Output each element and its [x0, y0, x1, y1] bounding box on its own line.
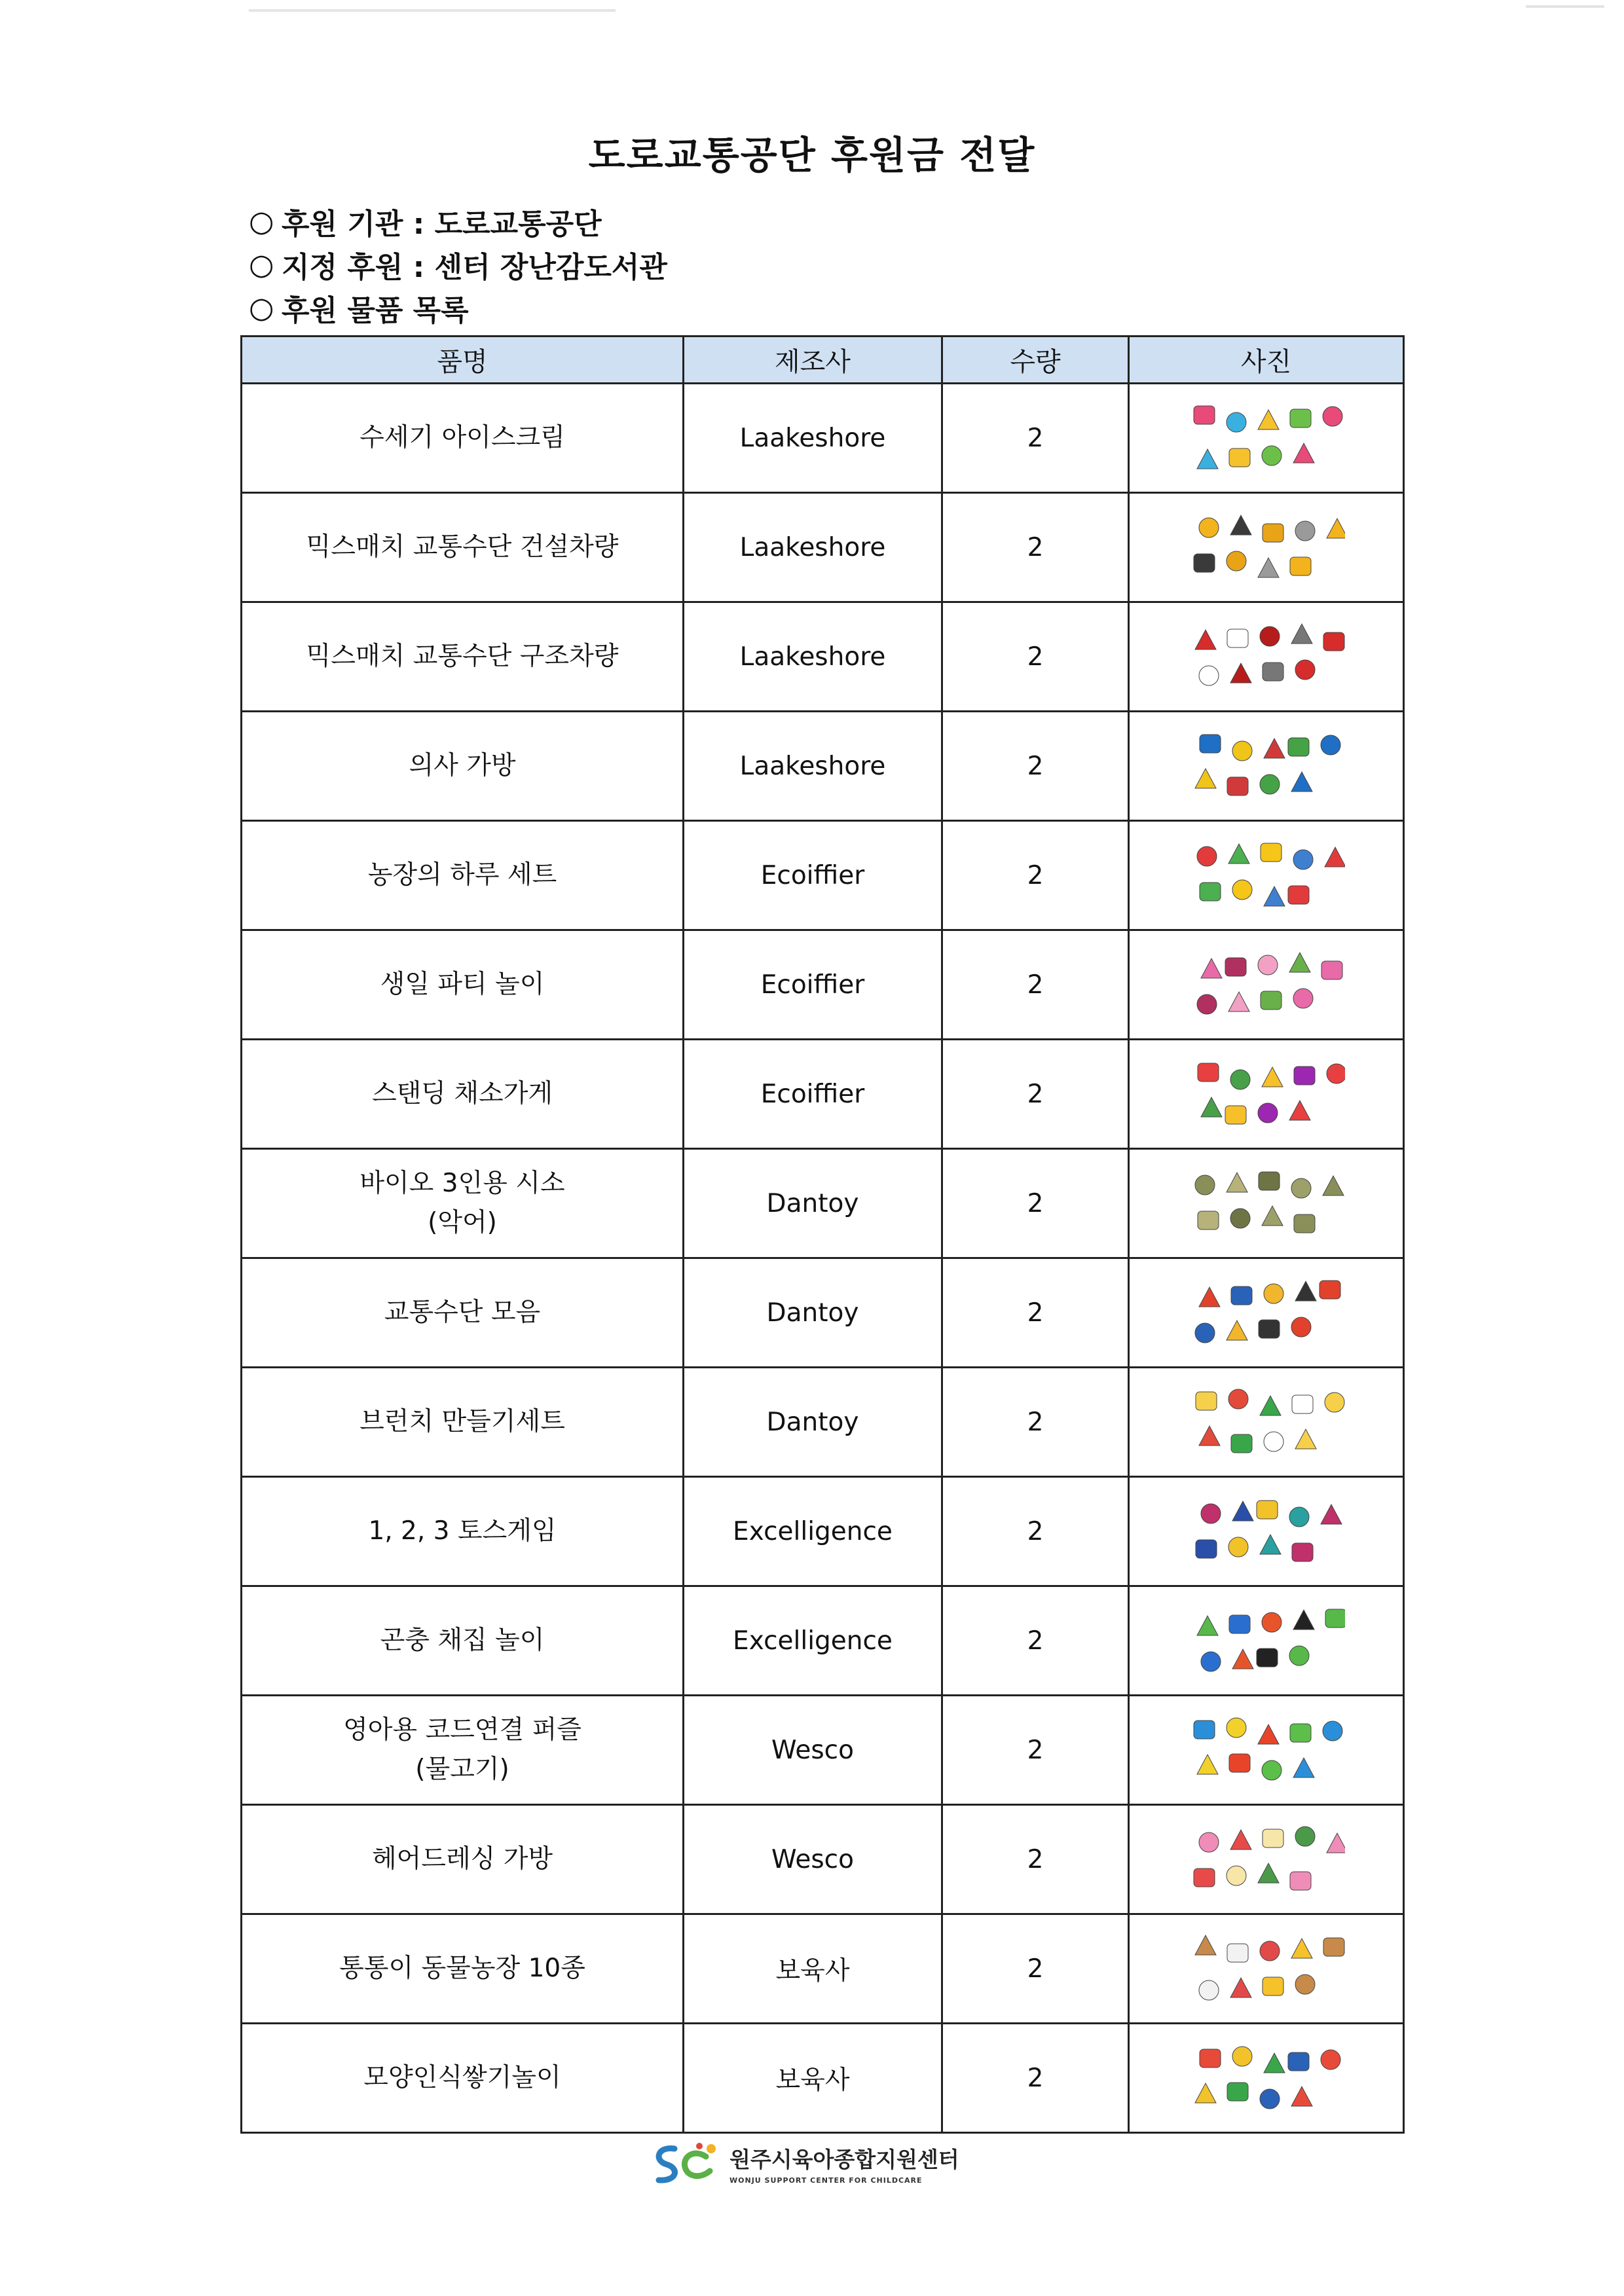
scan-edge-mark	[1526, 5, 1604, 8]
photo-cell	[1129, 821, 1404, 930]
manufacturer-cell: Wesco	[684, 1696, 942, 1805]
item-name-cell	[242, 1477, 684, 1586]
item-name-cell	[242, 384, 684, 493]
manufacturer-cell: Laakeshore	[684, 384, 942, 493]
quantity-cell: 2	[942, 712, 1129, 821]
org-subtitle: WONJU SUPPORT CENTER FOR CHILDCARE	[729, 2176, 923, 2185]
org-name: 원주시육아종합지원센터	[729, 2147, 959, 2172]
photo-cell	[1129, 1805, 1404, 1914]
info-text: 지정 후원 : 센터 장난감도서관	[282, 251, 667, 284]
manufacturer-cell: 보육사	[684, 2024, 942, 2133]
crocodile-seesaw-photo	[1188, 1161, 1345, 1246]
manufacturer-cell: Ecoiffier	[684, 821, 942, 930]
table-row	[242, 1368, 1404, 1477]
table-row	[242, 712, 1404, 821]
quantity-cell: 2	[942, 602, 1129, 712]
photo-cell	[1129, 2024, 1404, 2133]
info-text: 후원 기관 : 도로교통공단	[282, 208, 602, 241]
animal-farm-figures-photo	[1188, 1926, 1345, 2011]
item-name: 농장의 하루 세트	[367, 860, 557, 890]
table-row	[242, 1258, 1404, 1368]
table-row	[242, 384, 1404, 493]
item-name: 믹스매치 교통수단 건설차량	[306, 532, 619, 562]
table-row	[242, 1696, 1404, 1805]
item-name-cell	[242, 1586, 684, 1696]
table-header-row	[242, 337, 1404, 384]
item-name: 모양인식쌓기놀이	[363, 2063, 561, 2092]
table-row	[242, 1586, 1404, 1696]
vegetable-stand-toy-photo	[1188, 1051, 1345, 1137]
manufacturer-cell: Laakeshore	[684, 602, 942, 712]
manufacturer-cell: Laakeshore	[684, 712, 942, 821]
circle-bullet: ○	[249, 247, 274, 282]
photo-cell	[1129, 1149, 1404, 1258]
item-name: 1, 2, 3 토스게임	[368, 1516, 557, 1546]
table-row	[242, 1040, 1404, 1149]
document-title: 도로교통공단 후원금 전달	[588, 133, 1036, 177]
info-line-designation	[249, 243, 667, 286]
birthday-party-toy-photo	[1188, 942, 1345, 1027]
item-name: 브런치 만들기세트	[360, 1407, 565, 1436]
header-photo: 사진	[1129, 337, 1404, 384]
vehicle-collection-photo	[1188, 1270, 1345, 1355]
table-row	[242, 1149, 1404, 1258]
photo-cell	[1129, 493, 1404, 602]
item-name-cell	[242, 930, 684, 1040]
item-name-cell	[242, 1914, 684, 2024]
doctor-kit-toy-photo	[1188, 723, 1345, 809]
footer	[648, 2141, 959, 2187]
table-row	[242, 493, 1404, 602]
table-row	[242, 1477, 1404, 1586]
photo-cell	[1129, 1368, 1404, 1477]
item-name: 수세기 아이스크림	[360, 423, 565, 452]
manufacturer-cell: Excelligence	[684, 1477, 942, 1586]
photo-cell	[1129, 1477, 1404, 1586]
manufacturer-cell: Dantoy	[684, 1149, 942, 1258]
manufacturer-cell: 보육사	[684, 1914, 942, 2024]
quantity-cell: 2	[942, 1805, 1129, 1914]
manufacturer-cell: Laakeshore	[684, 493, 942, 602]
item-name-cell	[242, 1149, 684, 1258]
manufacturer-cell: Dantoy	[684, 1368, 942, 1477]
toss-game-toy-photo	[1188, 1489, 1345, 1574]
item-name-cell	[242, 2024, 684, 2133]
photo-cell	[1129, 1914, 1404, 2024]
table-row	[242, 1914, 1404, 2024]
manufacturer-cell: Wesco	[684, 1805, 942, 1914]
item-name: 교통수단 모음	[384, 1298, 541, 1327]
insect-catching-toy-photo	[1188, 1598, 1345, 1683]
quantity-cell: 2	[942, 1586, 1129, 1696]
info-text: 후원 물품 목록	[282, 294, 469, 327]
item-name-cell	[242, 1368, 684, 1477]
header-manufacturer: 제조사	[684, 337, 942, 384]
item-name-cell	[242, 1696, 684, 1805]
photo-cell	[1129, 1696, 1404, 1805]
quantity-cell: 2	[942, 1477, 1129, 1586]
table-row	[242, 1805, 1404, 1914]
quantity-cell: 2	[942, 384, 1129, 493]
quantity-cell: 2	[942, 493, 1129, 602]
item-name-cell	[242, 1258, 684, 1368]
photo-cell	[1129, 930, 1404, 1040]
manufacturer-cell: Ecoiffier	[684, 1040, 942, 1149]
table-row	[242, 930, 1404, 1040]
item-name-cell	[242, 712, 684, 821]
item-name-cell	[242, 493, 684, 602]
info-line-sponsor	[249, 200, 667, 243]
quantity-cell: 2	[942, 1040, 1129, 1149]
quantity-cell: 2	[942, 1149, 1129, 1258]
photo-cell	[1129, 602, 1404, 712]
manufacturer-cell: Ecoiffier	[684, 930, 942, 1040]
item-name-cell	[242, 821, 684, 930]
donation-items-table	[240, 335, 1405, 2134]
scan-edge-mark	[249, 9, 616, 12]
item-name: 통통이 동물농장 10종	[339, 1954, 585, 1983]
circle-bullet: ○	[249, 291, 274, 325]
item-name-detail: (악어)	[428, 1208, 497, 1237]
fish-cord-puzzle-photo	[1188, 1707, 1345, 1793]
header-quantity: 수량	[942, 337, 1129, 384]
item-name: 생일 파티 놀이	[380, 970, 545, 999]
circle-bullet: ○	[249, 204, 274, 238]
item-name: 바이오 3인용 시소	[360, 1169, 565, 1198]
item-name: 헤어드레싱 가방	[371, 1844, 553, 1874]
hairdressing-bag-toy-photo	[1188, 1817, 1345, 1902]
item-name: 곤충 채집 놀이	[380, 1626, 545, 1655]
photo-cell	[1129, 1586, 1404, 1696]
manufacturer-cell: Dantoy	[684, 1258, 942, 1368]
item-name-detail: (물고기)	[415, 1755, 509, 1784]
item-name: 의사 가방	[409, 751, 516, 780]
item-name-cell	[242, 1040, 684, 1149]
quantity-cell: 2	[942, 2024, 1129, 2133]
table-row	[242, 602, 1404, 712]
brunch-set-toy-photo	[1188, 1379, 1345, 1465]
quantity-cell: 2	[942, 1914, 1129, 2024]
item-name: 스탠딩 채소가게	[371, 1079, 553, 1108]
table-row	[242, 2024, 1404, 2133]
manufacturer-cell: Excelligence	[684, 1586, 942, 1696]
item-name: 영아용 코드연결 퍼즐	[343, 1715, 581, 1745]
shape-stacking-toy-photo	[1188, 2035, 1345, 2121]
table-row	[242, 821, 1404, 930]
quantity-cell: 2	[942, 1696, 1129, 1805]
ice-cream-counting-toy-photo	[1188, 395, 1345, 481]
farm-set-toy-photo	[1188, 833, 1345, 918]
photo-cell	[1129, 712, 1404, 821]
photo-cell	[1129, 1040, 1404, 1149]
item-name-cell	[242, 1805, 684, 1914]
quantity-cell: 2	[942, 930, 1129, 1040]
item-name-cell	[242, 602, 684, 712]
quantity-cell: 2	[942, 1368, 1129, 1477]
info-list	[249, 200, 667, 329]
quantity-cell: 2	[942, 821, 1129, 930]
photo-cell	[1129, 384, 1404, 493]
header-item-name: 품명	[242, 337, 684, 384]
center-logo-icon	[648, 2141, 720, 2187]
rescue-vehicles-toy-photo	[1188, 614, 1345, 699]
quantity-cell: 2	[942, 1258, 1129, 1368]
info-line-items	[249, 286, 667, 329]
photo-cell	[1129, 1258, 1404, 1368]
construction-vehicles-toy-photo	[1188, 505, 1345, 590]
item-name: 믹스매치 교통수단 구조차량	[306, 642, 619, 671]
